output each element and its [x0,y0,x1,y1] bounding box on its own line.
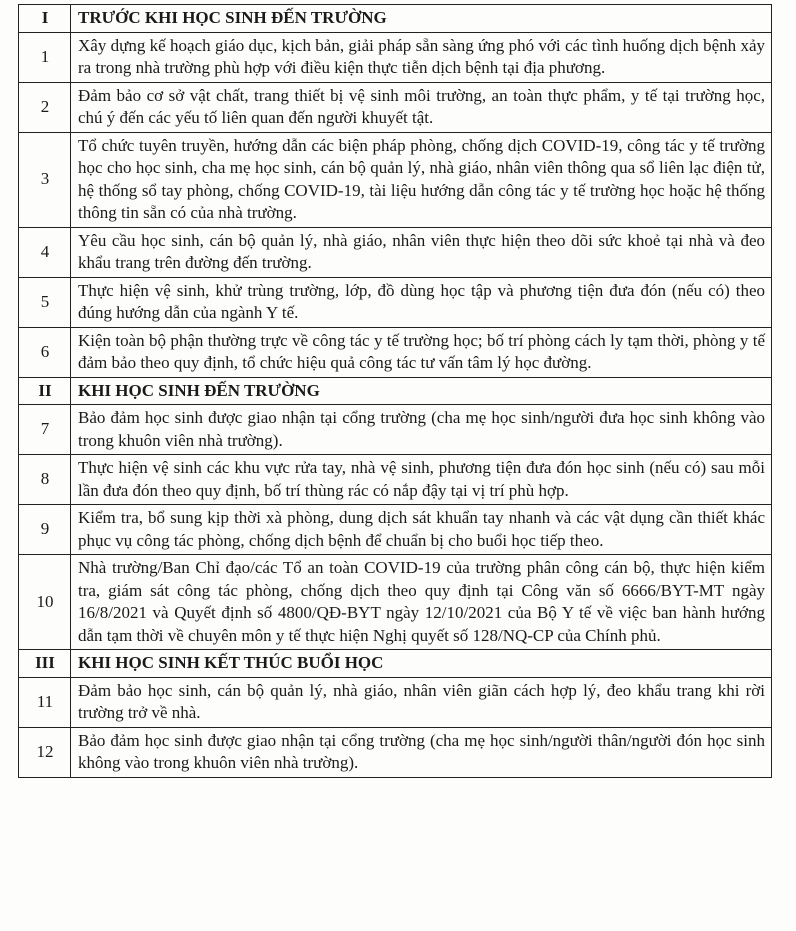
section-numeral: II [19,377,71,405]
table-row [19,82,772,132]
section-title: KHI HỌC SINH KẾT THÚC BUỔI HỌC [71,650,772,678]
item-number: 4 [19,227,71,277]
item-number: 8 [19,455,71,505]
item-text: Yêu cầu học sinh, cán bộ quản lý, nhà giáo, nhân viên thực hiện theo dõi sức khoẻ tại nhà và đeo khẩu trang trên đường đến trường. [71,227,772,277]
item-text: Kiểm tra, bổ sung kịp thời xà phòng, dung dịch sát khuẩn tay nhanh và các vật dụng cần thiết khác phục vụ công tác phòng, chống dịch bệnh để chuẩn bị cho buổi học tiếp theo. [71,505,772,555]
item-number: 7 [19,405,71,455]
item-text: Bảo đảm học sinh được giao nhận tại cổng trường (cha mẹ học sinh/người đưa học sinh không vào trong khuôn viên nhà trường). [71,405,772,455]
item-text: Thực hiện vệ sinh các khu vực rửa tay, nhà vệ sinh, phương tiện đưa đón học sinh (nếu có) sau mỗi lần đưa đón theo quy định, bố trí thùng rác có nắp đậy tại vị trí phù hợp. [71,455,772,505]
section-numeral: I [19,5,71,33]
table-row [19,455,772,505]
table-row [19,727,772,777]
section-header-row [19,650,772,678]
section-header-row [19,5,772,33]
section-title: TRƯỚC KHI HỌC SINH ĐẾN TRƯỜNG [71,5,772,33]
item-text: Xây dựng kế hoạch giáo dục, kịch bản, giải pháp sẵn sàng ứng phó với các tình huống dịch bệnh xảy ra trong nhà trường phù hợp với điều kiện thực tiễn dịch bệnh tại địa phương. [71,32,772,82]
item-text: Bảo đảm học sinh được giao nhận tại cổng trường (cha mẹ học sinh/người thân/người đón học sinh không vào trong khuôn viên nhà trường). [71,727,772,777]
item-text: Đảm bảo học sinh, cán bộ quản lý, nhà giáo, nhân viên giãn cách hợp lý, đeo khẩu trang khi rời trường trở về nhà. [71,677,772,727]
item-number: 9 [19,505,71,555]
section-header-row [19,377,772,405]
item-number: 10 [19,555,71,650]
item-text: Tổ chức tuyên truyền, hướng dẫn các biện pháp phòng, chống dịch COVID-19, công tác y tế trường học cho học sinh, cha mẹ học sinh, cán bộ quản lý, nhà giáo, nhân viên thông qua sổ liên lạc điện tử, hệ thống sổ tay phòng, chống COVID-19, tài liệu hướng dẫn công tác y tế trường học hoặc hệ thống thông tin sẵn có của nhà trường. [71,132,772,227]
table-row [19,32,772,82]
item-text: Thực hiện vệ sinh, khử trùng trường, lớp, đồ dùng học tập và phương tiện đưa đón (nếu có) theo đúng hướng dẫn của ngành Y tế. [71,277,772,327]
section-numeral: III [19,650,71,678]
section-title: KHI HỌC SINH ĐẾN TRƯỜNG [71,377,772,405]
item-number: 6 [19,327,71,377]
table-row [19,227,772,277]
item-text: Đảm bảo cơ sở vật chất, trang thiết bị vệ sinh môi trường, an toàn thực phẩm, y tế tại trường học, chú ý đến các yếu tố liên quan đến người khuyết tật. [71,82,772,132]
item-number: 3 [19,132,71,227]
table-row [19,555,772,650]
item-number: 5 [19,277,71,327]
item-number: 1 [19,32,71,82]
item-text: Nhà trường/Ban Chỉ đạo/các Tổ an toàn COVID-19 của trường phân công cán bộ, thực hiện kiểm tra, giám sát công tác phòng, chống dịch theo quy định tại Công văn số 6666/BYT-MT ngày 16/8/2021 và Quyết định số 4800/QĐ-BYT ngày 12/10/2021 của Bộ Y tế về việc ban hành hướng dẫn tạm thời về chuyên môn y tế thực hiện Nghị quyết số 128/NQ-CP của Chính phủ. [71,555,772,650]
table-row [19,677,772,727]
item-text: Kiện toàn bộ phận thường trực về công tác y tế trường học; bố trí phòng cách ly tạm thời, phòng y tế đảm bảo theo quy định, tổ chức hiệu quả công tác tư vấn tâm lý học đường. [71,327,772,377]
item-number: 2 [19,82,71,132]
table-row [19,505,772,555]
table-row [19,277,772,327]
table-row [19,327,772,377]
item-number: 11 [19,677,71,727]
item-number: 12 [19,727,71,777]
table-row [19,405,772,455]
checklist-table [18,4,772,778]
table-row [19,132,772,227]
